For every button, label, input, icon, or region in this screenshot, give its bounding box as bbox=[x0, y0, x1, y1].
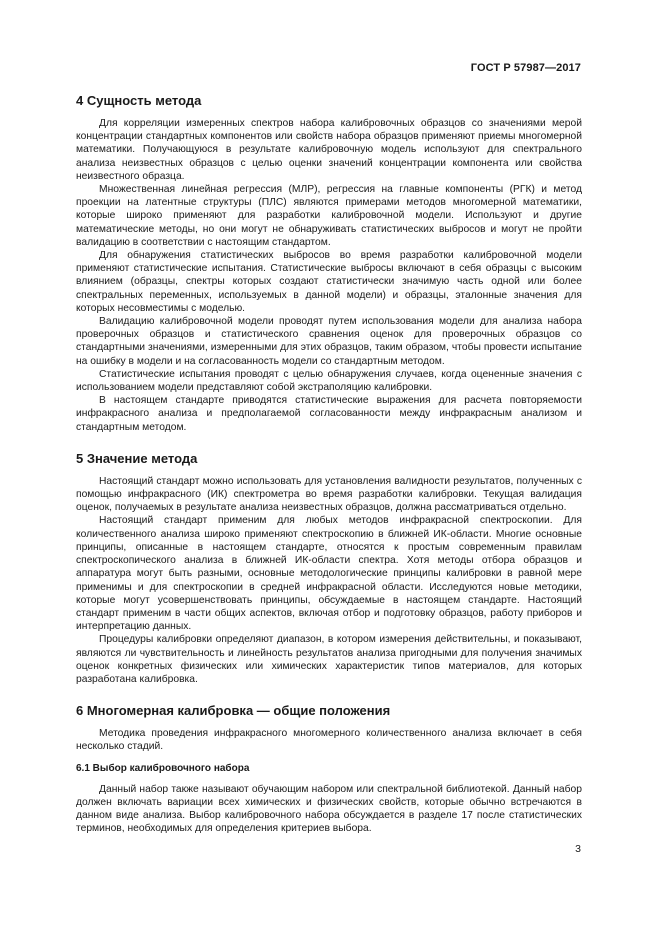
section-4-paragraph: Валидацию калибровочной модели проводят путем использования модели для анализа набора проверочных образцов и статистического сравнения оценок для проверочных образцов со стандартными значениями, измеренными для этих образцов, таким образом, чтобы провести испытание на ошибку в модели и на согласованность модели со стандартным методом. bbox=[76, 316, 582, 367]
section-4-paragraph: Множественная линейная регрессия (МЛР), регрессия на главные компоненты (РГК) и метод проекции на латентные структуры (ПЛС) являются примерами методов многомерной математики, которые широко применяют для разработки калибровочной модели. Используют и другие математические методы, но они могут не обнаруживать статистических выбросов и могут не пройти валидацию в соответствии с настоящим стандартом. bbox=[76, 184, 582, 248]
section-4-paragraph: Статистические испытания проводят с целью обнаружения случаев, когда оцененные значения с использованием модели представляют собой экстраполяцию калибровки. bbox=[76, 368, 582, 394]
section-4-heading: 4 Сущность метода bbox=[76, 93, 202, 108]
subsection-6-1-paragraph: Данный набор также называют обучающим набором или спектральной библиотекой. Данный набор должен включать вариации всех химических и физических свойств, которые обычно встречаются в данном виде анализа. Выбор калибровочного набора обсуждается в разделе 17 после статистических терминов, необходимых для определения критериев выбора. bbox=[76, 783, 582, 835]
page-number: 3 bbox=[575, 843, 581, 855]
document-code: ГОСТ Р 57987—2017 bbox=[470, 62, 581, 74]
section-5-paragraph: Настоящий стандарт применим для любых методов инфракрасной спектроскопии. Для количественного анализа широко применяют спектроскопию в ближней ИК-области. Многие основные принципы, описанные в настоящем стандарте, относятся к простым современным правилам спектроскопического анализа в ближней ИК-области спектра. Хотя методы отбора образцов и аппаратура могут быть разными, основные методологические принципы калибровки в равной мере применимы и для спектроскопии в средней инфракрасной области. Исследуются новые методики, которые могут усовершенствовать принципы, обсуждаемые в настоящем стандарте. Настоящий стандарт применим в части общих аспектов, включая отбор и подготовку образцов, работу приборов и интерпретацию данных. bbox=[76, 515, 582, 633]
section-5-paragraph: Настоящий стандарт можно использовать для установления валидности результатов, полученных с помощью инфракрасного (ИК) спектрометра во время разработки калибровки. Текущая валидация оценок, получаемых в результате анализа неизвестных образцов, должна рассматриваться отдельно. bbox=[76, 475, 582, 514]
subsection-6-1-heading: 6.1 Выбор калибровочного набора bbox=[76, 762, 250, 774]
section-5-paragraph: Процедуры калибровки определяют диапазон, в котором измерения действительны, и показывают, являются ли чувствительность и линейность результатов анализа пригодными для получения значимых оценок конкретных физических или химических характеристик типов материалов, для которых разработана калибровка. bbox=[76, 634, 582, 685]
section-5-heading: 5 Значение метода bbox=[76, 450, 198, 466]
section-4-paragraph: Для корреляции измеренных спектров набора калибровочных образцов со значениями мерой концентрации стандартных компонентов или свойств набора образцов применяют приемы многомерной математики. Получающуюся в результате калибровочную модель используют для спектрального анализа неизвестных образцов с целью оценки значений концентрации компонента или свойства неизвестного образца. bbox=[76, 118, 582, 182]
section-4-paragraph: В настоящем стандарте приводятся статистические выражения для расчета повторяемости инфракрасного анализа и предполагаемой согласованности между инфракрасным анализом и стандартным методом. bbox=[76, 395, 582, 433]
page-content bbox=[76, 92, 582, 835]
section-6-heading: 6 Многомерная калибровка — общие положения bbox=[76, 703, 391, 719]
section-6-paragraph: Методика проведения инфракрасного многомерного количественного анализа включает в себя несколько стадий. bbox=[76, 728, 582, 753]
section-4-paragraph: Для обнаружения статистических выбросов во время разработки калибровочной модели применяют статистические испытания. Статистические выбросы включают в себя образцы с высоким влиянием (образцы, спектры которых создают статистически значимую часть одной или более спектральных переменных, используемых в данной модели) и образцы, эталонные значения для которых несовместимы с моделью. bbox=[76, 250, 582, 314]
